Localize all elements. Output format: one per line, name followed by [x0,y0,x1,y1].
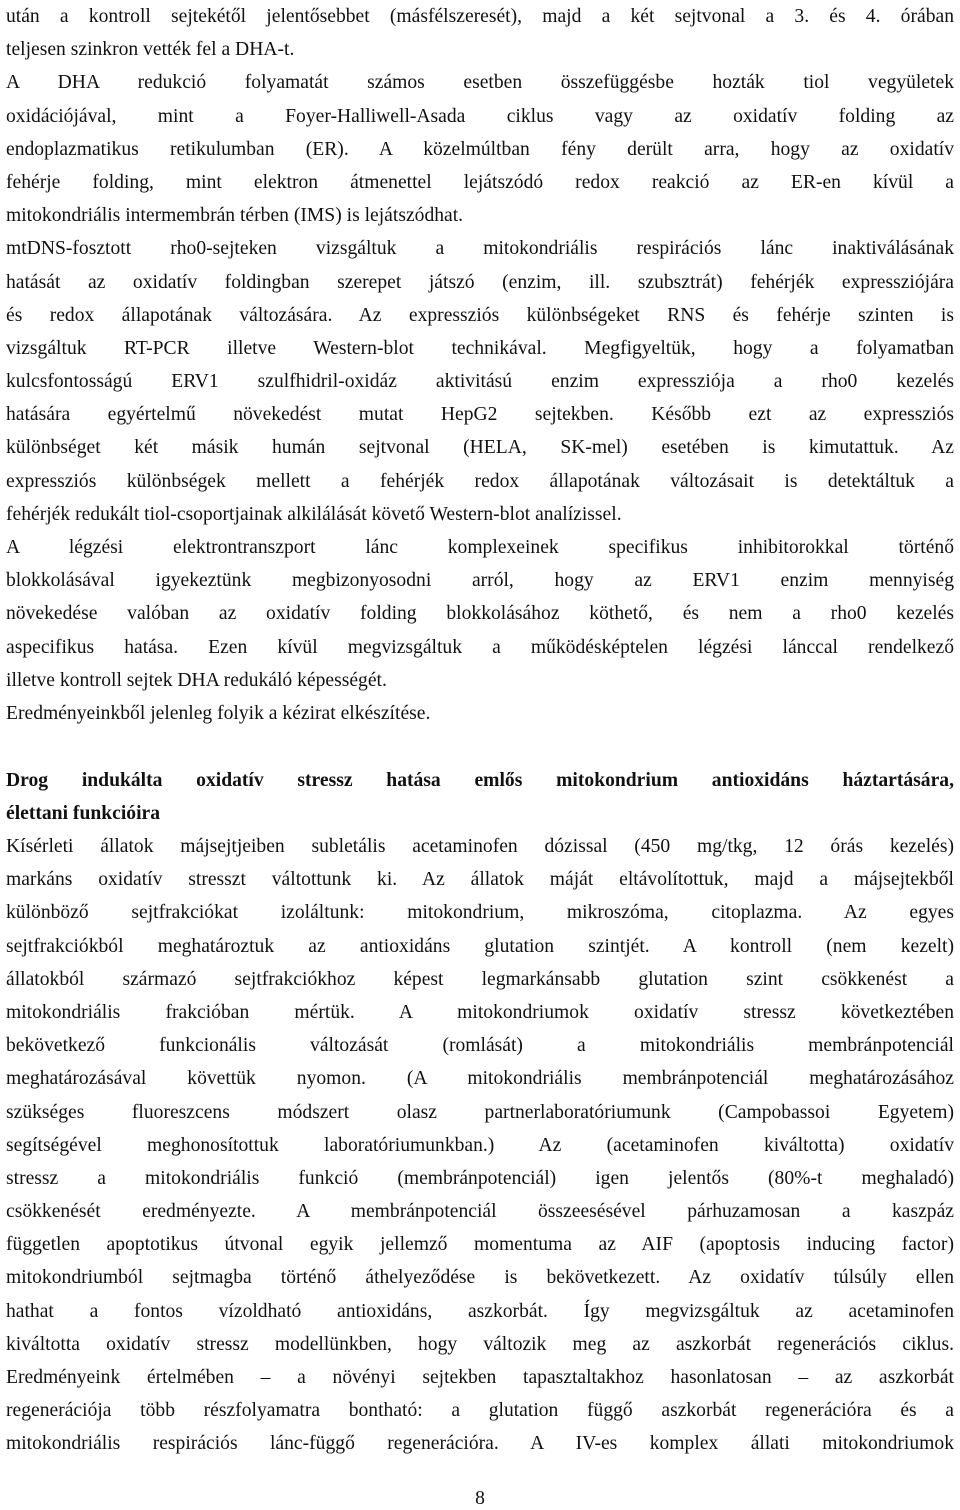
text-line: Drog indukálta oxidatív stressz hatása emlős mitokondrium antioxidáns háztartására, [6,770,954,791]
text-line: Eredményeinkből jelenleg folyik a kézirat elkészítése. [6,702,431,724]
text-line: bekövetkező funkcionális változását (romlását) a mitokondriális membránpotenciál [6,1035,954,1057]
text-line: mtDNS-fosztott rho0-sejteken vizsgáltuk a mitokondriális respirációs lánc inaktiválásának [6,238,954,260]
text-line: segítségével meghonosítottuk laboratóriumunkban.) Az (acetaminofen kiváltotta) oxidatív [6,1134,954,1156]
paragraph-block-intro [6,0,954,730]
text-line: vizsgáltuk RT-PCR illetve Western-blot technikával. Megfigyeltük, hogy a folyamatban [6,337,954,359]
text-line: hatására egyértelmű növekedést mutat HepG2 sejtekben. Később ezt az expressziós [6,404,954,426]
text-line: szükséges fluoreszcens módszert olasz partnerlaboratóriumunk (Campobassoi Egyetem) [6,1101,954,1123]
text-line: mitokondriális frakcióban mértük. A mitokondriumok oxidatív stressz következtében [6,1001,954,1023]
text-line: oxidációjával, mint a Foyer-Halliwell-Asada ciklus vagy az oxidatív folding az [6,105,954,127]
text-line: mitokondriális intermembrán térben (IMS) is lejátszódhat. [6,205,464,227]
text-line: növekedése valóban az oxidatív folding blokkolásához köthető, és nem a rho0 kezelés [6,603,954,625]
text-line: expressziós különbségek mellett a fehérjék redox állapotának változásait is detektáltuk a [6,470,954,492]
text-line: mitokondriumból sejtmagba történő áthelyeződése is bekövetkezett. Az oxidatív túlsúly ellen [6,1267,954,1289]
text-line: kulcsfontosságú ERV1 szulfhidril-oxidáz aktivitású enzim expressziója a rho0 kezelés [6,371,954,393]
text-line: élettani funkcióira [6,803,161,825]
text-line: illetve kontroll sejtek DHA redukáló képességét. [6,669,387,691]
text-line: fehérjék redukált tiol-csoportjainak alkilálását követő Western-blot analízissel. [6,503,622,525]
section-heading [6,764,954,830]
text-line: Eredményeink értelmében – a növényi sejtekben tapasztaltakhoz hasonlatosan – az aszkorbát [6,1367,954,1388]
text-line: mitokondriális respirációs lánc-függő regenerációra. A IV-es komplex állati mitokondriumok [6,1433,954,1455]
text-line: meghatározásával követtük nyomon. (A mitokondriális membránpotenciál meghatározásához [6,1068,954,1090]
text-line: endoplazmatikus retikulumban (ER). A közelmúltban fény derült arra, hogy az oxidatív [6,138,954,160]
text-line: Kísérleti állatok májsejtjeiben subletális acetaminofen dózissal (450 mg/tkg, 12 órás kezelés) [6,836,954,857]
text-line: A légzési elektrontranszport lánc komplexeinek specifikus inhibitorokkal történő [6,537,954,558]
text-line: A DHA redukció folyamatát számos esetben összefüggésbe hozták tiol vegyületek [6,72,954,94]
page-number: 8 [475,1488,485,1509]
text-line: teljesen szinkron vették fel a DHA-t. [6,39,295,61]
paragraph-block-drug-stress [6,830,954,1461]
text-line: markáns oxidatív stresszt váltottunk ki. Az állatok máját eltávolítottuk, majd a májsejtekből [6,869,954,891]
text-line: hatását az oxidatív foldingban szerepet játszó (enzim, ill. szubsztrát) fehérjék expressziójára [6,271,954,293]
text-line: regenerációja több részfolyamatra bontható: a glutation függő aszkorbát regenerációra és a [6,1400,954,1422]
text-line: fehérje folding, mint elektron átmenettel lejátszódó redox reakció az ER-en kívül a [6,171,954,193]
text-line: független apoptotikus útvonal egyik jellemző momentuma az AIF (apoptosis inducing factor) [6,1234,954,1256]
text-line: csökkenését eredményezte. A membránpotenciál összeesésével párhuzamosan a kaszpáz [6,1201,954,1223]
text-line: sejtfrakciókból meghatároztuk az antioxidáns glutation szintjét. A kontroll (nem kezelt) [6,935,954,957]
text-line: különböző sejtfrakciókat izoláltunk: mitokondrium, mikroszóma, citoplazma. Az egyes [6,902,954,924]
text-line: különbséget két másik humán sejtvonal (HELA, SK-mel) esetében is kimutattuk. Az [6,437,954,459]
text-line: állatokból származó sejtfrakciókhoz képest legmarkánsabb glutation szint csökkenést a [6,968,954,990]
text-line: aspecifikus hatása. Ezen kívül megvizsgáltuk a működésképtelen légzési lánccal rendelkező [6,636,954,658]
text-line: stressz a mitokondriális funkció (membránpotenciál) igen jelentős (80%-t meghaladó) [6,1167,954,1189]
text-line: után a kontroll sejtekétől jelentősebbet (másfélszeresét), majd a két sejtvonal a 3. és 4. órában [6,6,954,27]
text-line: blokkolásával igyekeztünk megbizonyosodni arról, hogy az ERV1 enzim mennyiség [6,570,954,592]
text-line: kiváltotta oxidatív stressz modellünkben, hogy változik meg az aszkorbát regenerációs ciklus. [6,1333,954,1355]
text-line: hathat a fontos vízoldható antioxidáns, aszkorbát. Így megvizsgáltuk az acetaminofen [6,1300,954,1322]
text-line: és redox állapotának változására. Az expressziós különbségeket RNS és fehérje szinten is [6,304,954,326]
